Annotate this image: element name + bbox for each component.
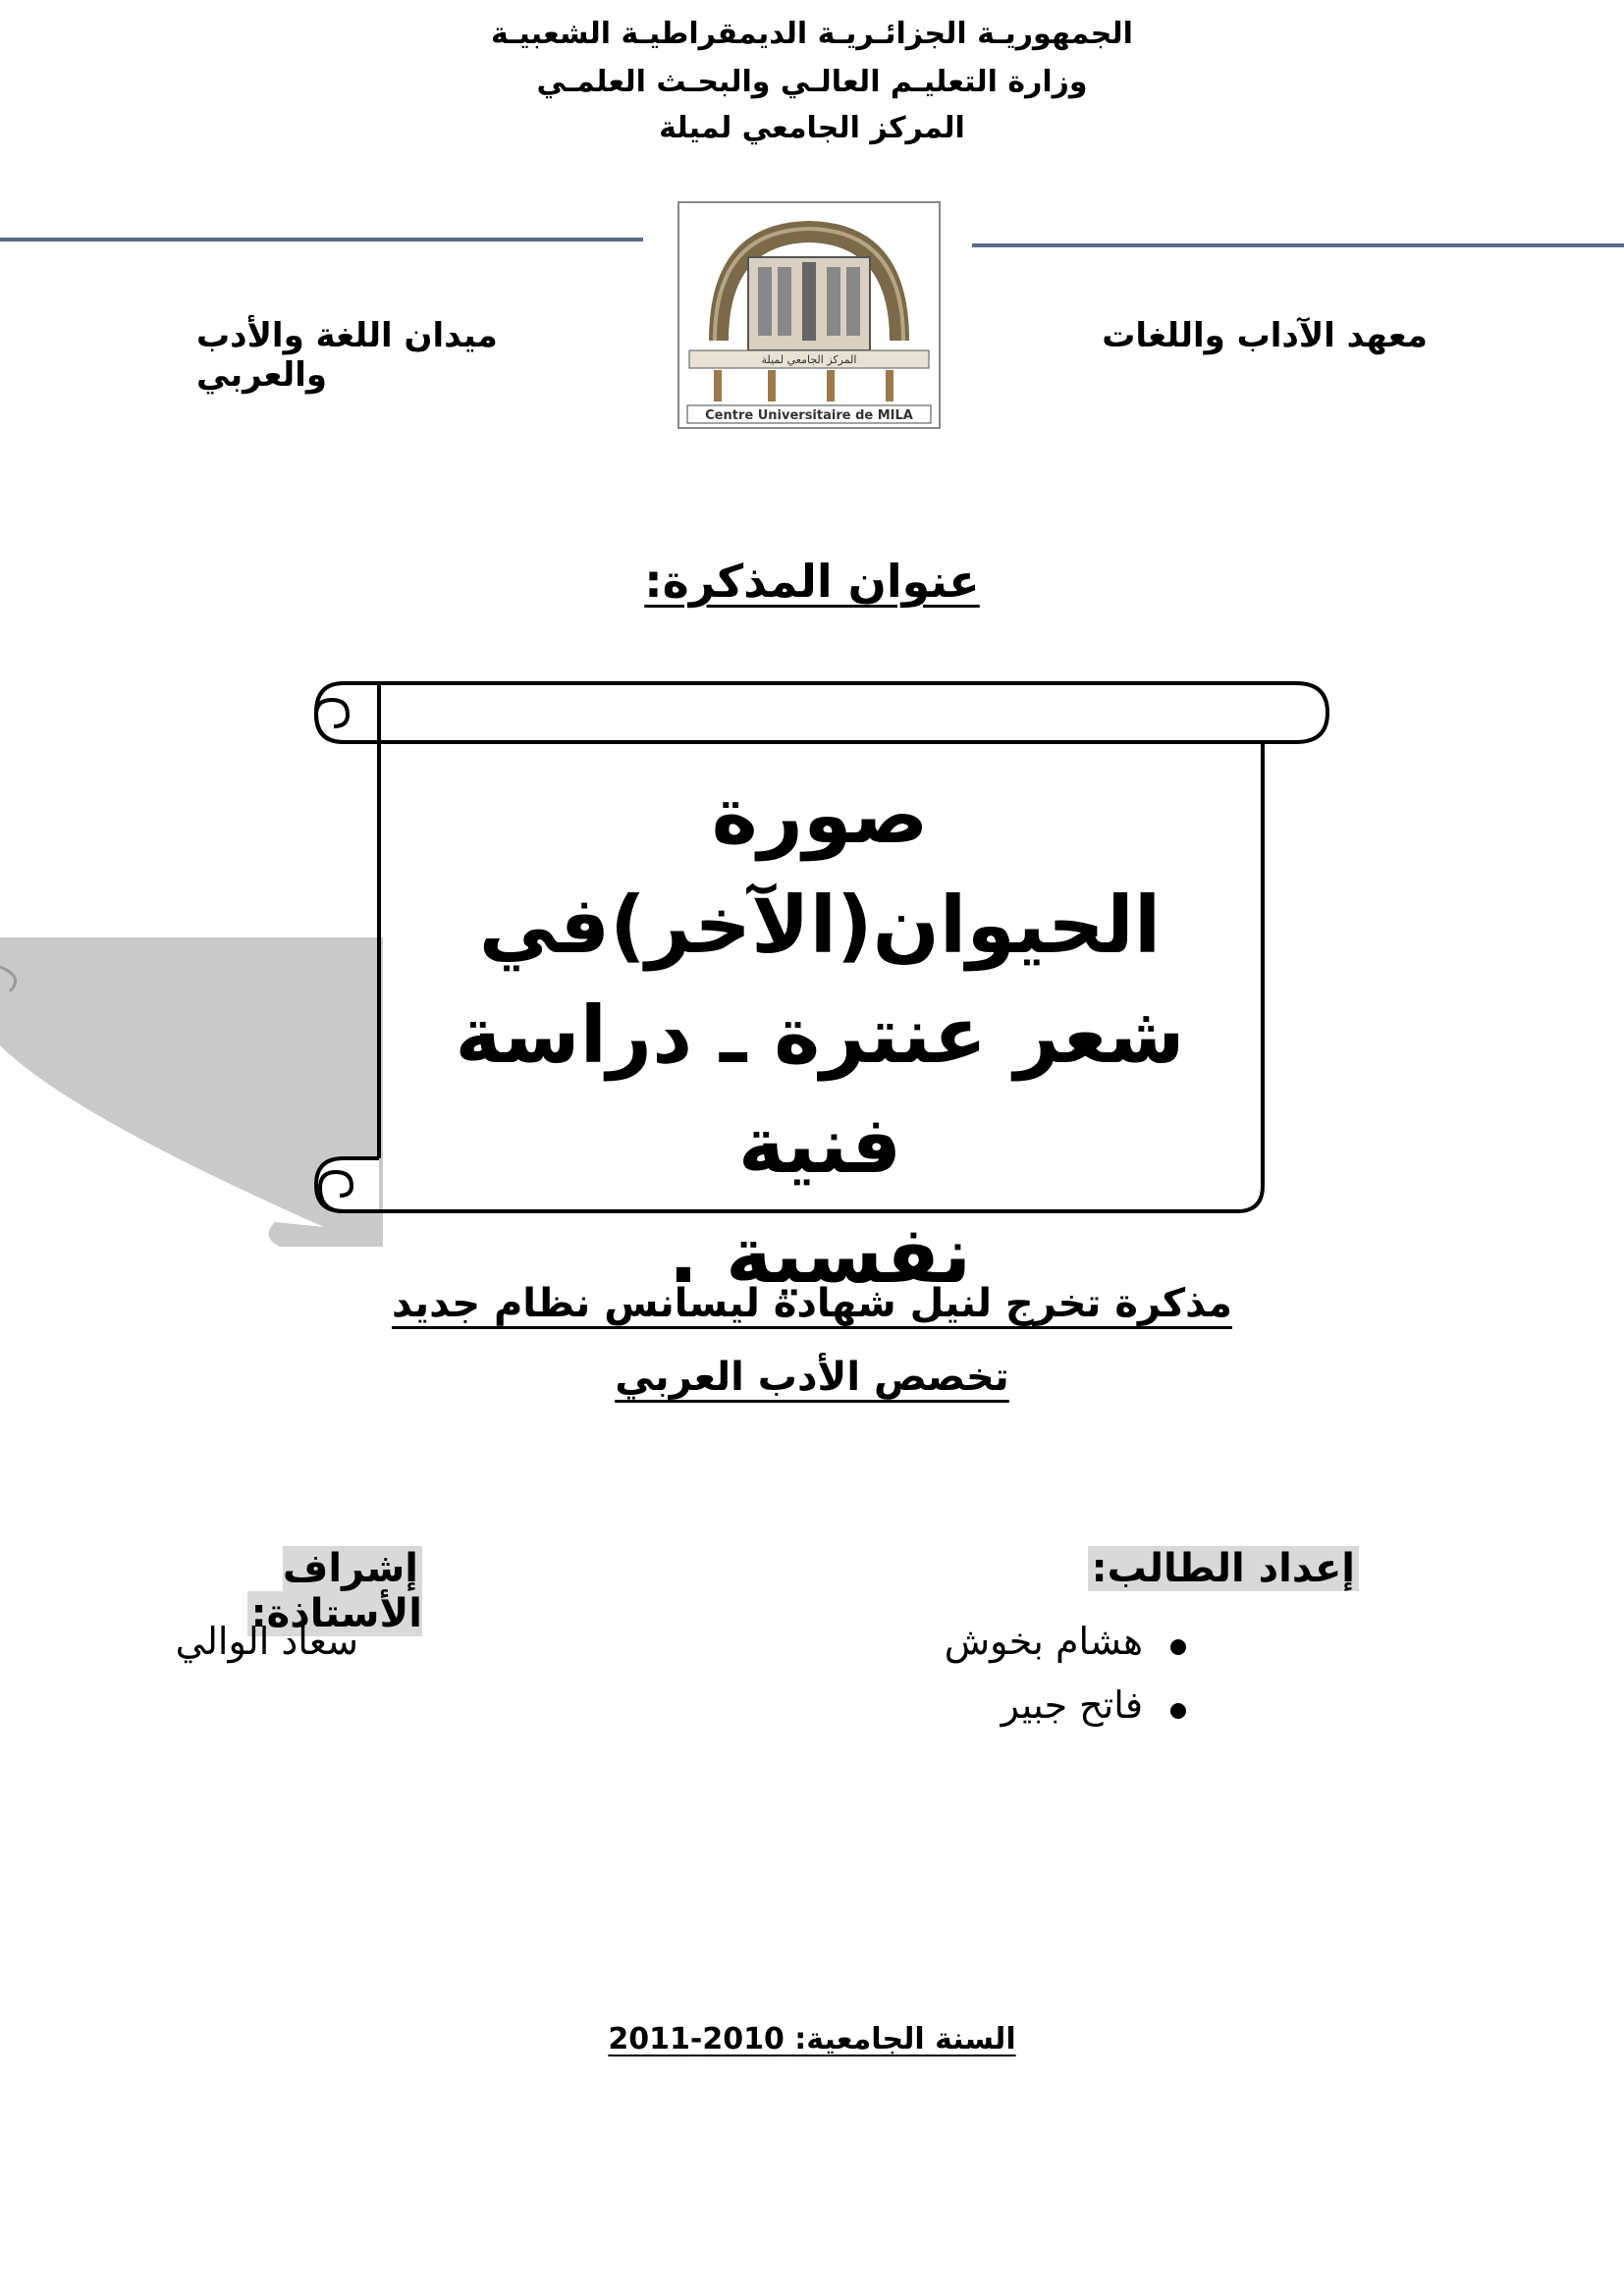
institute-name: معهد الآداب واللغات [1102, 316, 1428, 355]
ministry-name: وزارة التعليـم العالـي والبحـث العلمـي [536, 65, 1088, 99]
field-name: ميدان اللغة والأدب والعربي [196, 316, 498, 395]
title-line-2: شعر عنترة ـ دراسة فنية [455, 989, 1185, 1191]
logo-caption: Centre Universitaire de MILA [705, 408, 913, 423]
student-name: هشام بخوش [944, 1620, 1143, 1663]
student-bullet [1170, 1639, 1186, 1655]
right-divider [972, 243, 1624, 247]
university-name: المركز الجامعي لميلة [659, 111, 965, 145]
academic-year: السنة الجامعية: 2010-2011 [608, 2022, 1016, 2056]
university-building-logo-icon [679, 203, 939, 427]
student-name: فاتح جبير [1001, 1683, 1143, 1727]
thesis-title [393, 761, 1247, 1310]
memo-title-label: عنوان المذكرة: [644, 555, 980, 608]
supervisor-label: إشراف الأستاذة: [128, 1546, 422, 1636]
supervisor-name: سعاد الوالي [175, 1620, 358, 1663]
left-divider [0, 238, 643, 241]
specialty-line: تخصص الأدب العربي [615, 1355, 1009, 1400]
title-line-1: صورة الحيوان(الآخر)في [478, 770, 1162, 971]
students-label: إعداد الطالب: [1088, 1546, 1359, 1591]
degree-line: مذكرة تخرج لنيل شهادة ليسانس نظام جديد [391, 1281, 1233, 1326]
student-bullet [1170, 1703, 1186, 1719]
university-logo [677, 201, 941, 429]
logo-band-text: المركز الجامعي لميلة [761, 353, 857, 366]
country-name: الجمهوريـة الجزائـريـة الديمقراطيـة الشعبيـة [491, 17, 1133, 51]
title-line-3: نفسية . [668, 1209, 972, 1301]
